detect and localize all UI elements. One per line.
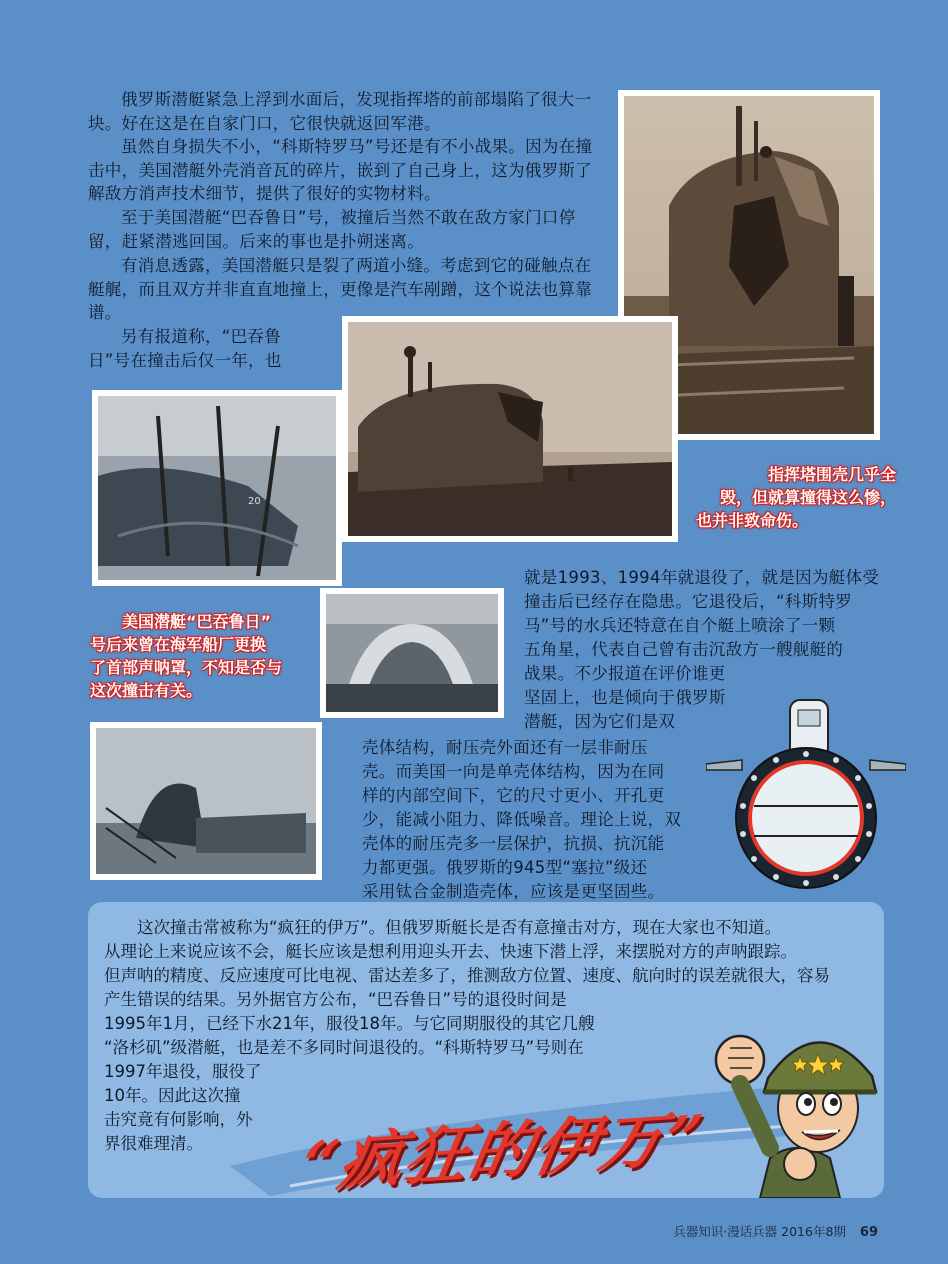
caption-sonar-dome-line: 这次撞击有关。: [90, 681, 203, 700]
page-footer: [673, 1222, 878, 1240]
caption-sail-damage: [696, 463, 896, 532]
article-line: 潜艇，因为它们是双: [524, 712, 676, 731]
bottom-line: 这次撞击常被称为“疯狂的伊万”。但俄罗斯艇长是否有意撞击对方，现在大家也不知道。: [137, 918, 782, 937]
photo-us-sub-drydock: [92, 390, 342, 586]
hull-cross-section-svg: [706, 696, 906, 892]
page-number: 69: [859, 1225, 878, 1240]
photo-sonar-dome-removal: [320, 588, 504, 718]
bottom-line: “洛杉矶”级潜艇，也是差不多同时间退役的。“科斯特罗马”号则在: [104, 1038, 584, 1057]
article-line: 壳体结构，耐压壳外面还有一层非耐压: [362, 738, 648, 757]
article-line: 坚固上，也是倾向于俄罗斯: [524, 688, 726, 707]
bottom-line: 但声呐的精度、反应速度可比电视、雷达差多了，推测敌方位置、速度、航向时的误差就很大，容易: [104, 966, 830, 985]
bottom-line: 1995年1月，已经下水21年，服役18年。与它同期服役的其它几艘: [104, 1014, 595, 1033]
article-line: 就是1993、1994年就退役了，就是因为艇体受: [524, 568, 880, 587]
article-paragraph-3: 至于美国潜艇“巴吞鲁日”号，被撞后当然不敢在敌方家门口停留，赶紧潜逃回国。后来的事也是扑朔迷离。: [88, 208, 576, 251]
article-paragraph-5: 另有报道称，“巴吞鲁日”号在撞击后仅一年，也: [88, 327, 282, 370]
caption-sonar-dome-line: 号后来曾在海军船厂更换: [90, 635, 267, 654]
photo-bow-drydock: [90, 722, 322, 880]
article-line: 采用钛合金制造壳体，应该是更坚固些。: [362, 882, 665, 901]
bottom-line: 1997年退役，服役了: [104, 1062, 262, 1081]
caption-sail-damage-line: 也并非致命伤。: [696, 511, 809, 530]
bottom-line: 从理论上来说应该不会，艇长应该是想利用迎头开去、快速下潜上浮，来摆脱对方的声呐跟踪。: [104, 942, 797, 961]
article-line: 马”号的水兵还特意在自个艇上喷涂了一颗: [524, 616, 836, 635]
article-line: 壳体的耐压壳多一层保护，抗损、抗沉能: [362, 834, 665, 853]
article-paragraph-2: 虽然自身损失不小，“科斯特罗马”号还是有不小战果。因为在撞击中，美国潜艇外壳消音瓦的碎片，嵌到了自己身上，这为俄罗斯了解敌方消声技术细节，提供了很好的实物材料。: [88, 137, 593, 203]
hull-cross-section-diagram: [706, 696, 906, 892]
caption-sonar-dome-line: 美国潜艇“巴吞鲁日”: [122, 612, 272, 631]
caption-sail-damage-line: 指挥塔围壳几乎全: [767, 465, 896, 484]
bow-drydock-image: [96, 728, 316, 874]
photo-submarine-side: [342, 316, 678, 542]
article-paragraph-1: 俄罗斯潜艇紧急上浮到水面后，发现指挥塔的前部塌陷了很大一块。好在这是在自家门口，它很快就返回军港。: [88, 90, 592, 133]
submarine-side-image: [348, 322, 672, 536]
article-line: 战果。不少报道在评价谁更: [524, 664, 726, 683]
article-line: 撞击后已经存在隐患。它退役后，“科斯特罗: [524, 592, 853, 611]
article-line: 壳。而美国一向是单壳体结构，因为在同: [362, 762, 665, 781]
caption-sail-damage-line: 毁，但就算撞得这么惨，: [719, 488, 896, 507]
bottom-line: 10年。因此这次撞: [104, 1086, 241, 1105]
bottom-line: 击究竟有何影响，外: [104, 1110, 253, 1129]
caption-sonar-dome: [90, 610, 316, 702]
caption-sonar-dome-line: 了首部声呐罩，不知是否与: [90, 658, 283, 677]
article-paragraph-4: 有消息透露，美国潜艇只是裂了两道小缝。考虑到它的碰触点在艇艉，而且双方并非直直地撞上，更像是汽车剐蹭，这个说法也算靠谱。: [88, 256, 592, 322]
publication-name: 兵器知识·漫话兵器 2016年8期: [673, 1224, 846, 1239]
article-line: 样的内部空间下，它的尺寸更小、开孔更: [362, 786, 665, 805]
svg-text:20: 20: [248, 496, 261, 507]
cartoon-soldier-mascot: [700, 1008, 890, 1198]
article-line: 力都更强。俄罗斯的945型“塞拉”级还: [362, 858, 648, 877]
cartoon-soldier-svg: [700, 1008, 890, 1198]
article-line: 少，能减小阻力、降低噪音。理论上说，双: [362, 810, 682, 829]
bottom-line: 产生错误的结果。另外据官方公布，“巴吞鲁日”号的退役时间是: [104, 990, 567, 1009]
bottom-line: 界很难理清。: [104, 1134, 203, 1153]
sonar-dome-removal-image: [326, 594, 498, 712]
article-line: 五角星，代表自己曾有击沉敌方一艘舰艇的: [524, 640, 844, 659]
us-sub-drydock-image: [98, 396, 336, 580]
crazy-ivan-title-art: “疯狂的伊万”: [295, 1100, 710, 1202]
